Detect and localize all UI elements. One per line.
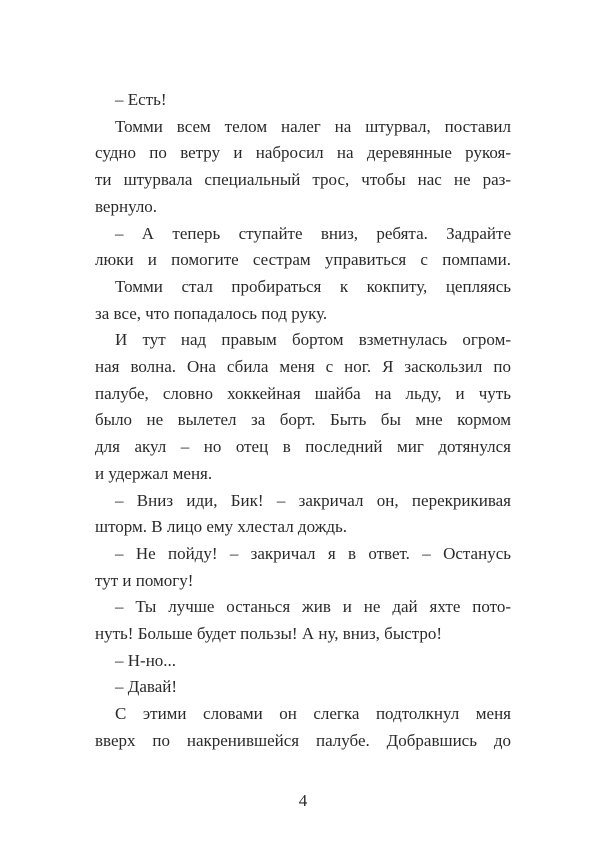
text-line: тут и помогу! (95, 570, 194, 590)
text-line: Томми всем телом налег на штурвал, поставил (115, 116, 511, 136)
text-line: С этими словами он слегка подтолкнул меня (115, 704, 511, 724)
text-line: – Н-но... (115, 650, 177, 670)
text-line: – Вниз иди, Бик! – закричал он, перекрикивая (115, 490, 511, 510)
page-number: 4 (298, 790, 308, 810)
text-line: – Ты лучше останься жив и не дай яхте пото- (115, 597, 511, 617)
text-line: вверх по накренившейся палубе. Добравшись до (95, 730, 511, 750)
text-line: – Не пойду! – закричал я в ответ. – Останусь (115, 543, 511, 563)
book-page-text (95, 87, 511, 814)
text-line: судно по ветру и набросил на деревянные рукоя- (95, 143, 511, 163)
text-line: ти штурвала специальный трос, чтобы нас не раз- (95, 170, 511, 190)
text-line: и удержал меня. (95, 463, 213, 483)
text-line: люки и помогите сестрам управиться с помпами. (95, 250, 511, 270)
text-line: для акул – но отец в последний миг дотянулся (95, 437, 511, 457)
text-line: – Есть! (115, 90, 167, 109)
text-line: – А теперь ступайте вниз, ребята. Задрайте (115, 223, 511, 243)
text-line: И тут над правым бортом взметнулась огром- (115, 330, 511, 350)
text-line: за все, что попадалось под руку. (95, 303, 328, 323)
text-line: шторм. В лицо ему хлестал дождь. (95, 517, 348, 537)
text-line: нуть! Больше будет пользы! А ну, вниз, быстро! (95, 624, 443, 644)
text-line: ная волна. Она сбила меня с ног. Я заскользил по (95, 357, 511, 377)
text-line: Томми стал пробираться к кокпиту, цепляясь (115, 276, 511, 296)
text-line: – Давай! (115, 677, 177, 697)
text-line: было не вылетел за борт. Быть бы мне кормом (95, 410, 511, 430)
text-line: палубе, словно хоккейная шайба на льду, и чуть (95, 383, 511, 403)
text-line: вернуло. (95, 196, 158, 216)
